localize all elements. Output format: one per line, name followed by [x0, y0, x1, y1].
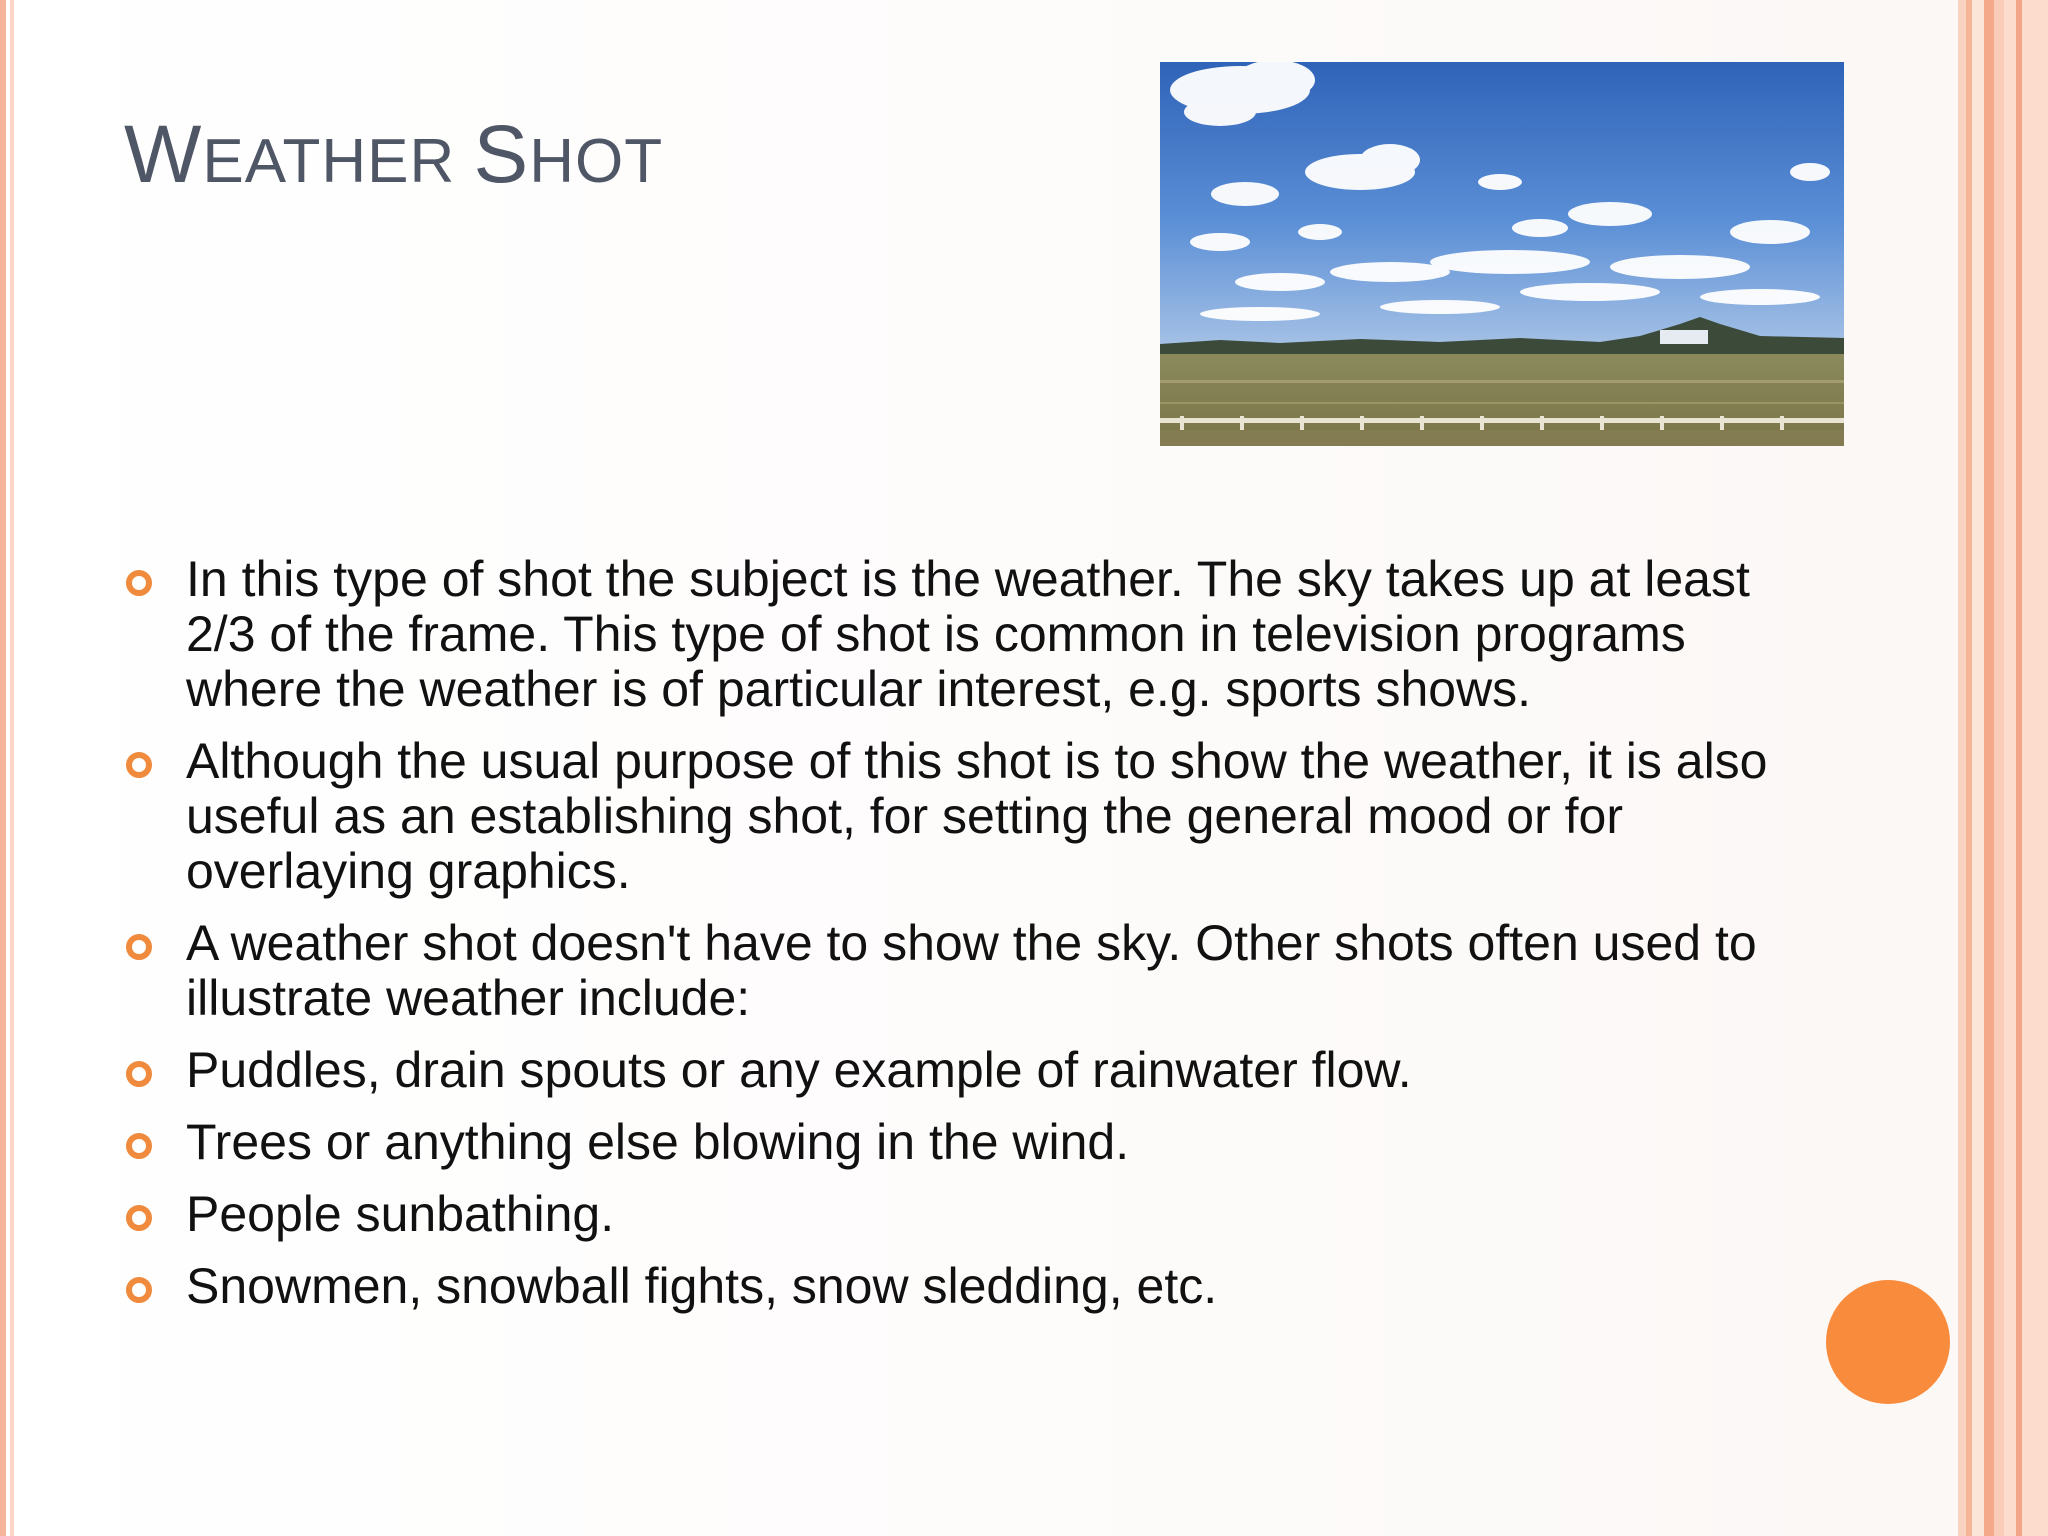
orange-circle-decoration	[1826, 1280, 1950, 1404]
bullet-list	[124, 552, 1784, 1331]
bullet-text: A weather shot doesn't have to show the sky. Other shots often used to illustrate weather include:	[186, 915, 1757, 1026]
bullet-text: Trees or anything else blowing in the wind.	[186, 1114, 1130, 1170]
hollow-circle-bullet-icon	[126, 570, 152, 596]
sky-field-image	[1160, 62, 1844, 446]
hollow-circle-bullet-icon	[126, 1061, 152, 1087]
right-border-strip	[1958, 0, 1966, 1536]
right-border-strip	[2016, 0, 2022, 1536]
hollow-circle-bullet-icon	[126, 752, 152, 778]
bullet-item	[124, 916, 1784, 1026]
right-border-strip	[2004, 0, 2048, 1536]
bullet-text: Snowmen, snowball fights, snow sledding, etc.	[186, 1258, 1218, 1314]
left-border-strip	[0, 0, 6, 1536]
hollow-circle-bullet-icon	[126, 1277, 152, 1303]
bullet-item	[124, 734, 1784, 899]
right-border-strip	[1994, 0, 2004, 1536]
title-word-1-cap: W	[124, 109, 203, 200]
bullet-text: People sunbathing.	[186, 1186, 615, 1242]
bullet-item	[124, 1115, 1784, 1170]
left-border-strip-inner	[10, 0, 14, 1536]
bullet-text: Although the usual purpose of this shot is to show the weather, it is also useful as an establishing shot, for setting the general mood or for overlaying graphics.	[186, 733, 1768, 899]
bullet-item	[124, 1043, 1784, 1098]
title-word-2-rest: HOT	[529, 127, 664, 196]
bullet-item	[124, 1259, 1784, 1314]
right-border-strip	[1984, 0, 1994, 1536]
title-word-2-cap: S	[473, 109, 530, 200]
weather-sky-photo	[1160, 62, 1844, 446]
hollow-circle-bullet-icon	[126, 934, 152, 960]
title-word-1-rest: EATHER	[202, 127, 456, 196]
bullet-item	[124, 1187, 1784, 1242]
bullet-text: Puddles, drain spouts or any example of rainwater flow.	[186, 1042, 1412, 1098]
slide-title	[124, 108, 663, 202]
hollow-circle-bullet-icon	[126, 1205, 152, 1231]
hollow-circle-bullet-icon	[126, 1133, 152, 1159]
bullet-text: In this type of shot the subject is the weather. The sky takes up at least 2/3 of the frame. This type of shot is common in television programs where the weather is of particular interest, e.g. sports shows.	[186, 551, 1750, 717]
right-border-strip	[1972, 0, 1984, 1536]
bullet-item	[124, 552, 1784, 717]
